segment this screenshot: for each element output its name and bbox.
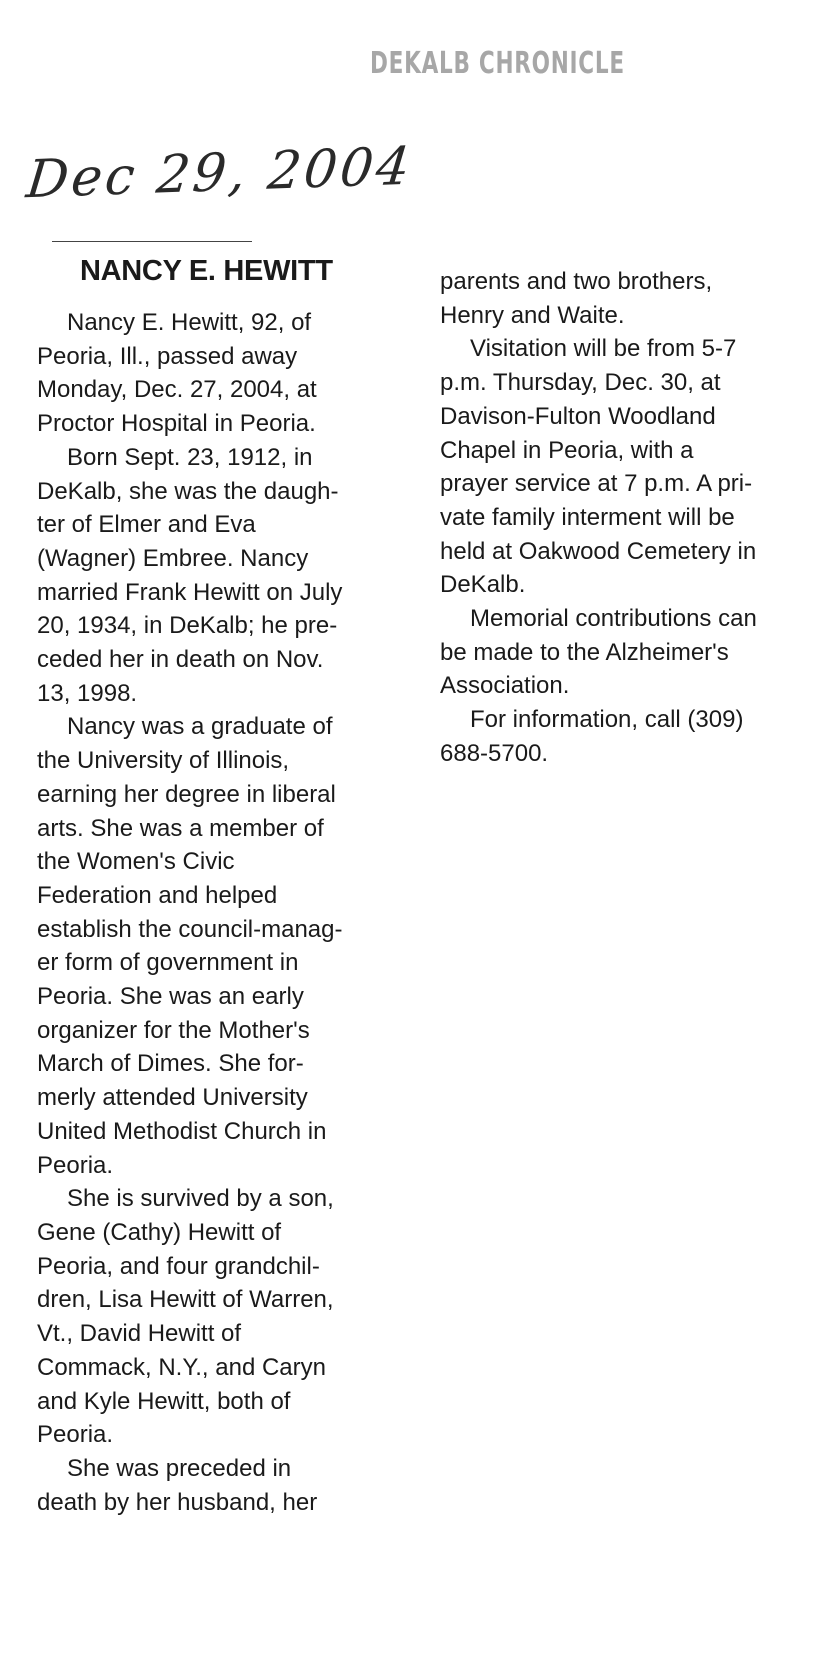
- body-line: Proctor Hospital in Peoria.: [37, 410, 316, 438]
- body-line: DeKalb.: [440, 571, 526, 599]
- body-line: earning her degree in liberal: [37, 780, 336, 808]
- body-line: She was preceded in: [67, 1454, 292, 1482]
- left-column: [37, 306, 407, 1519]
- body-line: Peoria, Ill., passed away: [37, 342, 298, 370]
- body-line: Born Sept. 23, 1912, in: [67, 443, 313, 471]
- body-line: March of Dimes. She for-: [37, 1050, 304, 1078]
- body-line: Nancy E. Hewitt, 92, of: [67, 309, 312, 336]
- body-line: prayer service at 7 p.m. A pri-: [440, 470, 753, 498]
- body-line: parents and two brothers,: [440, 268, 713, 295]
- body-line: She is survived by a son,: [67, 1185, 334, 1213]
- right-column: [440, 265, 820, 771]
- body-line: United Methodist Church in: [37, 1117, 327, 1145]
- body-line: vate family interment will be: [440, 503, 735, 531]
- headline-rule: [52, 241, 252, 242]
- body-line: Monday, Dec. 27, 2004, at: [37, 376, 317, 404]
- body-line: the Women's Civic: [37, 848, 235, 876]
- body-line: held at Oakwood Cemetery in: [440, 537, 757, 565]
- body-line: Vt., David Hewitt of: [37, 1320, 242, 1348]
- body-line: married Frank Hewitt on July: [37, 578, 343, 606]
- body-line: Peoria, and four grandchil-: [37, 1252, 320, 1280]
- body-line: organizer for the Mother's: [37, 1016, 310, 1044]
- body-line: Nancy was a graduate of: [67, 713, 333, 741]
- body-line: For information, call (309): [470, 706, 744, 734]
- body-line: Commack, N.Y., and Caryn: [37, 1353, 326, 1381]
- body-line: the University of Illinois,: [37, 747, 290, 775]
- body-line: dren, Lisa Hewitt of Warren,: [37, 1286, 334, 1314]
- body-line: Peoria.: [37, 1151, 114, 1179]
- body-line: ter of Elmer and Eva: [37, 511, 256, 539]
- body-line: Davison-Fulton Woodland: [440, 402, 716, 430]
- body-line: death by her husband, her: [37, 1488, 318, 1516]
- body-line: 688-5700.: [440, 739, 549, 767]
- body-line: Gene (Cathy) Hewitt of: [37, 1218, 282, 1246]
- body-line: 20, 1934, in DeKalb; he pre-: [37, 612, 338, 640]
- body-line: er form of government in: [37, 949, 299, 977]
- body-line: merly attended University: [37, 1084, 308, 1112]
- body-line: 13, 1998.: [37, 679, 138, 707]
- obituary-headline: NANCY E. HEWITT: [80, 255, 333, 287]
- body-line: Peoria. She was an early: [37, 983, 304, 1011]
- body-line: p.m. Thursday, Dec. 30, at: [440, 369, 721, 397]
- body-line: Henry and Waite.: [440, 301, 625, 329]
- body-line: Chapel in Peoria, with a: [440, 436, 694, 464]
- body-line: Peoria.: [37, 1421, 114, 1449]
- body-line: be made to the Alzheimer's: [440, 638, 729, 666]
- body-line: and Kyle Hewitt, both of: [37, 1387, 291, 1415]
- handwritten-date: Dec 29, 2004: [23, 136, 416, 211]
- body-line: Federation and helped: [37, 881, 278, 909]
- masthead-stamp: DEKALB CHRONICLE: [370, 46, 625, 81]
- body-line: DeKalb, she was the daugh-: [37, 477, 339, 505]
- body-line: Memorial contributions can: [470, 605, 757, 633]
- body-line: Visitation will be from 5-7: [470, 335, 737, 363]
- body-line: (Wagner) Embree. Nancy: [37, 544, 309, 572]
- body-line: establish the council-manag-: [37, 915, 343, 943]
- body-line: arts. She was a member of: [37, 814, 324, 842]
- body-line: ceded her in death on Nov.: [37, 646, 324, 674]
- body-line: Association.: [440, 672, 570, 700]
